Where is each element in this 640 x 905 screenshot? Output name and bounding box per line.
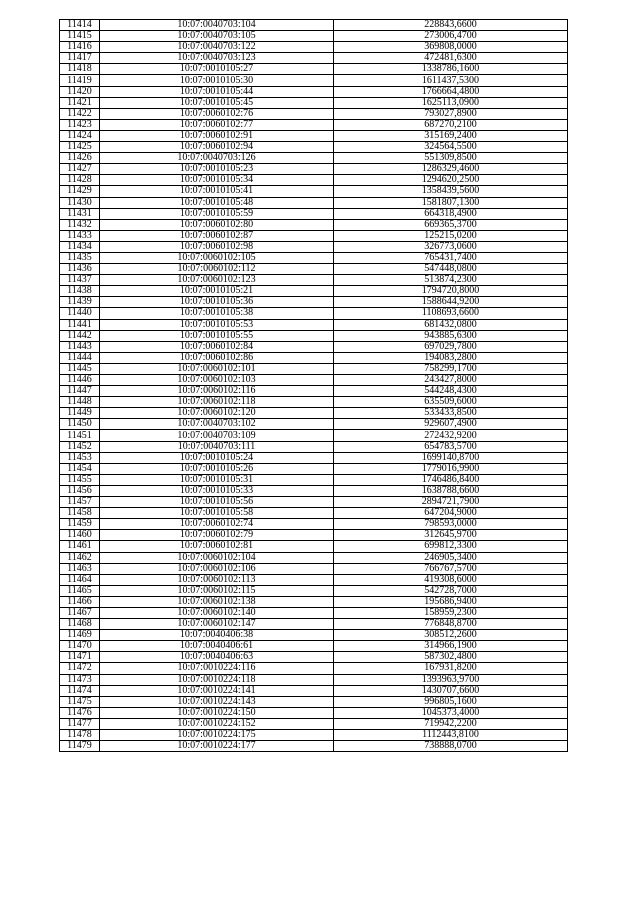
table-row <box>60 563 568 574</box>
row-number-cell: 11419 <box>60 75 100 86</box>
table-row <box>60 352 568 363</box>
row-number-cell: 11476 <box>60 707 100 718</box>
row-number-cell: 11417 <box>60 53 100 64</box>
cadastral-number-cell: 10:07:0010224:116 <box>100 663 334 674</box>
table-row <box>60 197 568 208</box>
cadastral-number-cell: 10:07:0010105:30 <box>100 75 334 86</box>
value-cell: 1581807,1300 <box>334 197 568 208</box>
row-number-cell: 11437 <box>60 275 100 286</box>
table-row <box>60 97 568 108</box>
table-row <box>60 42 568 53</box>
value-cell: 551309,8500 <box>334 153 568 164</box>
cadastral-number-cell: 10:07:0060102:138 <box>100 596 334 607</box>
value-cell: 1393963,9700 <box>334 674 568 685</box>
cadastral-number-cell: 10:07:0010105:55 <box>100 330 334 341</box>
table-row <box>60 497 568 508</box>
table-row <box>60 319 568 330</box>
table-row <box>60 485 568 496</box>
table-row <box>60 397 568 408</box>
cadastral-number-cell: 10:07:0040703:104 <box>100 20 334 31</box>
row-number-cell: 11473 <box>60 674 100 685</box>
cadastral-number-cell: 10:07:0010224:141 <box>100 685 334 696</box>
row-number-cell: 11456 <box>60 485 100 496</box>
value-cell: 272432,9200 <box>334 430 568 441</box>
cadastral-number-cell: 10:07:0010224:150 <box>100 707 334 718</box>
row-number-cell: 11418 <box>60 64 100 75</box>
value-cell: 1766664,4800 <box>334 86 568 97</box>
table-row <box>60 707 568 718</box>
value-cell: 315169,2400 <box>334 130 568 141</box>
row-number-cell: 11468 <box>60 619 100 630</box>
table-row <box>60 674 568 685</box>
table-row <box>60 286 568 297</box>
row-number-cell: 11424 <box>60 130 100 141</box>
value-cell: 1779016,9900 <box>334 463 568 474</box>
cadastral-number-cell: 10:07:0010105:21 <box>100 286 334 297</box>
table-row <box>60 619 568 630</box>
cadastral-number-cell: 10:07:0010224:152 <box>100 718 334 729</box>
cadastral-number-cell: 10:07:0040406:63 <box>100 652 334 663</box>
value-cell: 943885,6300 <box>334 330 568 341</box>
row-number-cell: 11435 <box>60 252 100 263</box>
row-number-cell: 11425 <box>60 142 100 153</box>
row-number-cell: 11432 <box>60 219 100 230</box>
table-body <box>60 20 568 752</box>
value-cell: 246905,3400 <box>334 552 568 563</box>
cadastral-number-cell: 10:07:0060102:80 <box>100 219 334 230</box>
value-cell: 324564,5500 <box>334 142 568 153</box>
table-row <box>60 363 568 374</box>
row-number-cell: 11420 <box>60 86 100 97</box>
row-number-cell: 11421 <box>60 97 100 108</box>
row-number-cell: 11445 <box>60 363 100 374</box>
value-cell: 167931,8200 <box>334 663 568 674</box>
cadastral-number-cell: 10:07:0040406:38 <box>100 630 334 641</box>
row-number-cell: 11460 <box>60 530 100 541</box>
cadastral-number-cell: 10:07:0010105:45 <box>100 97 334 108</box>
cadastral-number-cell: 10:07:0010105:26 <box>100 463 334 474</box>
table-row <box>60 530 568 541</box>
cadastral-number-cell: 10:07:0010105:53 <box>100 319 334 330</box>
cadastral-number-cell: 10:07:0010105:36 <box>100 297 334 308</box>
row-number-cell: 11466 <box>60 596 100 607</box>
cadastral-number-cell: 10:07:0040703:109 <box>100 430 334 441</box>
value-cell: 1699140,8700 <box>334 452 568 463</box>
table-row <box>60 641 568 652</box>
row-number-cell: 11465 <box>60 585 100 596</box>
row-number-cell: 11463 <box>60 563 100 574</box>
table-row <box>60 153 568 164</box>
table-row <box>60 241 568 252</box>
value-cell: 765431,7400 <box>334 252 568 263</box>
table-row <box>60 264 568 275</box>
cadastral-number-cell: 10:07:0040703:111 <box>100 441 334 452</box>
table-row <box>60 252 568 263</box>
row-number-cell: 11434 <box>60 241 100 252</box>
value-cell: 738888,0700 <box>334 741 568 752</box>
value-cell: 793027,8900 <box>334 108 568 119</box>
value-cell: 664318,4900 <box>334 208 568 219</box>
table-row <box>60 330 568 341</box>
table-row <box>60 441 568 452</box>
value-cell: 758299,1700 <box>334 363 568 374</box>
value-cell: 326773,0600 <box>334 241 568 252</box>
table-row <box>60 519 568 530</box>
value-cell: 647204,9000 <box>334 508 568 519</box>
cadastral-number-cell: 10:07:0060102:115 <box>100 585 334 596</box>
table-row <box>60 652 568 663</box>
row-number-cell: 11469 <box>60 630 100 641</box>
cadastral-number-cell: 10:07:0060102:101 <box>100 363 334 374</box>
row-number-cell: 11464 <box>60 574 100 585</box>
cadastral-number-cell: 10:07:0060102:98 <box>100 241 334 252</box>
row-number-cell: 11442 <box>60 330 100 341</box>
table-row <box>60 142 568 153</box>
table-row <box>60 31 568 42</box>
table-row <box>60 297 568 308</box>
cadastral-number-cell: 10:07:0060102:94 <box>100 142 334 153</box>
row-number-cell: 11422 <box>60 108 100 119</box>
table-row <box>60 75 568 86</box>
cadastral-number-cell: 10:07:0060102:74 <box>100 519 334 530</box>
table-row <box>60 186 568 197</box>
row-number-cell: 11475 <box>60 696 100 707</box>
row-number-cell: 11479 <box>60 741 100 752</box>
table-row <box>60 419 568 430</box>
value-cell: 1358439,5600 <box>334 186 568 197</box>
cadastral-number-cell: 10:07:0040703:126 <box>100 153 334 164</box>
row-number-cell: 11443 <box>60 341 100 352</box>
value-cell: 542728,7000 <box>334 585 568 596</box>
value-cell: 687270,2100 <box>334 119 568 130</box>
row-number-cell: 11450 <box>60 419 100 430</box>
cadastral-number-cell: 10:07:0060102:104 <box>100 552 334 563</box>
table-row <box>60 663 568 674</box>
value-cell: 929607,4900 <box>334 419 568 430</box>
row-number-cell: 11459 <box>60 519 100 530</box>
table-row <box>60 164 568 175</box>
value-cell: 1112443,8100 <box>334 730 568 741</box>
row-number-cell: 11438 <box>60 286 100 297</box>
row-number-cell: 11440 <box>60 308 100 319</box>
table-row <box>60 86 568 97</box>
value-cell: 798593,0000 <box>334 519 568 530</box>
row-number-cell: 11429 <box>60 186 100 197</box>
value-cell: 195686,9400 <box>334 596 568 607</box>
value-cell: 776848,8700 <box>334 619 568 630</box>
cadastral-number-cell: 10:07:0060102:123 <box>100 275 334 286</box>
row-number-cell: 11453 <box>60 452 100 463</box>
cadastral-number-cell: 10:07:0010224:175 <box>100 730 334 741</box>
row-number-cell: 11477 <box>60 718 100 729</box>
value-cell: 1430707,6600 <box>334 685 568 696</box>
row-number-cell: 11446 <box>60 375 100 386</box>
cadastral-number-cell: 10:07:0060102:118 <box>100 397 334 408</box>
cadastral-number-cell: 10:07:0060102:77 <box>100 119 334 130</box>
cadastral-number-cell: 10:07:0060102:140 <box>100 607 334 618</box>
value-cell: 1108693,6600 <box>334 308 568 319</box>
table-row <box>60 452 568 463</box>
table-row <box>60 386 568 397</box>
row-number-cell: 11449 <box>60 408 100 419</box>
row-number-cell: 11431 <box>60 208 100 219</box>
table-row <box>60 108 568 119</box>
cadastral-number-cell: 10:07:0060102:105 <box>100 252 334 263</box>
table-row <box>60 64 568 75</box>
cadastral-number-cell: 10:07:0010105:24 <box>100 452 334 463</box>
cadastral-number-cell: 10:07:0060102:147 <box>100 619 334 630</box>
cadastral-number-cell: 10:07:0010224:143 <box>100 696 334 707</box>
cadastral-number-cell: 10:07:0040703:123 <box>100 53 334 64</box>
row-number-cell: 11470 <box>60 641 100 652</box>
cadastral-number-cell: 10:07:0010105:44 <box>100 86 334 97</box>
cadastral-number-cell: 10:07:0060102:84 <box>100 341 334 352</box>
row-number-cell: 11474 <box>60 685 100 696</box>
row-number-cell: 11433 <box>60 230 100 241</box>
value-cell: 635509,6000 <box>334 397 568 408</box>
row-number-cell: 11447 <box>60 386 100 397</box>
value-cell: 996805,1600 <box>334 696 568 707</box>
value-cell: 243427,8000 <box>334 375 568 386</box>
value-cell: 1794720,8000 <box>334 286 568 297</box>
row-number-cell: 11415 <box>60 31 100 42</box>
table-row <box>60 208 568 219</box>
table-row <box>60 341 568 352</box>
value-cell: 1746486,8400 <box>334 474 568 485</box>
table-row <box>60 474 568 485</box>
table-row <box>60 585 568 596</box>
row-number-cell: 11478 <box>60 730 100 741</box>
row-number-cell: 11444 <box>60 352 100 363</box>
value-cell: 654783,5700 <box>334 441 568 452</box>
cadastral-number-cell: 10:07:0010224:177 <box>100 741 334 752</box>
row-number-cell: 11430 <box>60 197 100 208</box>
cadastral-number-cell: 10:07:0010105:59 <box>100 208 334 219</box>
value-cell: 194083,2800 <box>334 352 568 363</box>
table-row <box>60 219 568 230</box>
row-number-cell: 11436 <box>60 264 100 275</box>
value-cell: 312645,9700 <box>334 530 568 541</box>
value-cell: 2894721,7900 <box>334 497 568 508</box>
value-cell: 273006,4700 <box>334 31 568 42</box>
value-cell: 699812,3300 <box>334 541 568 552</box>
cadastral-number-cell: 10:07:0010105:48 <box>100 197 334 208</box>
row-number-cell: 11423 <box>60 119 100 130</box>
cadastral-number-cell: 10:07:0060102:116 <box>100 386 334 397</box>
value-cell: 697029,7800 <box>334 341 568 352</box>
cadastral-number-cell: 10:07:0060102:106 <box>100 563 334 574</box>
table-row <box>60 508 568 519</box>
cadastral-number-cell: 10:07:0040703:122 <box>100 42 334 53</box>
table-row <box>60 375 568 386</box>
cadastral-number-cell: 10:07:0060102:81 <box>100 541 334 552</box>
row-number-cell: 11452 <box>60 441 100 452</box>
value-cell: 1294620,2500 <box>334 175 568 186</box>
row-number-cell: 11455 <box>60 474 100 485</box>
cadastral-number-cell: 10:07:0010105:31 <box>100 474 334 485</box>
table-row <box>60 718 568 729</box>
value-cell: 1638788,6600 <box>334 485 568 496</box>
row-number-cell: 11428 <box>60 175 100 186</box>
cadastral-value-table <box>59 19 568 752</box>
cadastral-number-cell: 10:07:0010105:33 <box>100 485 334 496</box>
cadastral-number-cell: 10:07:0060102:87 <box>100 230 334 241</box>
row-number-cell: 11472 <box>60 663 100 674</box>
table-row <box>60 574 568 585</box>
cadastral-number-cell: 10:07:0040703:102 <box>100 419 334 430</box>
table-row <box>60 607 568 618</box>
cadastral-number-cell: 10:07:0010105:56 <box>100 497 334 508</box>
value-cell: 419308,6000 <box>334 574 568 585</box>
table-row <box>60 685 568 696</box>
table-row <box>60 463 568 474</box>
row-number-cell: 11467 <box>60 607 100 618</box>
value-cell: 544248,4300 <box>334 386 568 397</box>
row-number-cell: 11426 <box>60 153 100 164</box>
table-row <box>60 630 568 641</box>
cadastral-number-cell: 10:07:0010105:27 <box>100 64 334 75</box>
value-cell: 1611437,5300 <box>334 75 568 86</box>
table-row <box>60 730 568 741</box>
row-number-cell: 11414 <box>60 20 100 31</box>
table-row <box>60 741 568 752</box>
table-row <box>60 230 568 241</box>
row-number-cell: 11458 <box>60 508 100 519</box>
table-row <box>60 596 568 607</box>
value-cell: 587302,4800 <box>334 652 568 663</box>
cadastral-number-cell: 10:07:0010105:38 <box>100 308 334 319</box>
cadastral-number-cell: 10:07:0060102:91 <box>100 130 334 141</box>
cadastral-number-cell: 10:07:0060102:103 <box>100 375 334 386</box>
table-row <box>60 175 568 186</box>
value-cell: 1286329,4600 <box>334 164 568 175</box>
row-number-cell: 11441 <box>60 319 100 330</box>
value-cell: 681432,0800 <box>334 319 568 330</box>
cadastral-number-cell: 10:07:0060102:79 <box>100 530 334 541</box>
value-cell: 158959,2300 <box>334 607 568 618</box>
table-row <box>60 20 568 31</box>
row-number-cell: 11471 <box>60 652 100 663</box>
value-cell: 1045373,4000 <box>334 707 568 718</box>
cadastral-number-cell: 10:07:0060102:86 <box>100 352 334 363</box>
cadastral-number-cell: 10:07:0060102:120 <box>100 408 334 419</box>
row-number-cell: 11461 <box>60 541 100 552</box>
table-row <box>60 541 568 552</box>
value-cell: 369808,0000 <box>334 42 568 53</box>
cadastral-number-cell: 10:07:0010105:41 <box>100 186 334 197</box>
value-cell: 1588644,9200 <box>334 297 568 308</box>
table-row <box>60 308 568 319</box>
table-row <box>60 408 568 419</box>
row-number-cell: 11427 <box>60 164 100 175</box>
row-number-cell: 11454 <box>60 463 100 474</box>
value-cell: 533433,8500 <box>334 408 568 419</box>
value-cell: 766767,5700 <box>334 563 568 574</box>
value-cell: 308512,2600 <box>334 630 568 641</box>
cadastral-number-cell: 10:07:0060102:112 <box>100 264 334 275</box>
value-cell: 314966,1900 <box>334 641 568 652</box>
row-number-cell: 11451 <box>60 430 100 441</box>
value-cell: 669365,3700 <box>334 219 568 230</box>
row-number-cell: 11448 <box>60 397 100 408</box>
row-number-cell: 11457 <box>60 497 100 508</box>
table-row <box>60 552 568 563</box>
table-row <box>60 53 568 64</box>
row-number-cell: 11462 <box>60 552 100 563</box>
table-row <box>60 130 568 141</box>
cadastral-number-cell: 10:07:0060102:113 <box>100 574 334 585</box>
value-cell: 1625113,0900 <box>334 97 568 108</box>
cadastral-number-cell: 10:07:0010105:23 <box>100 164 334 175</box>
cadastral-number-cell: 10:07:0040703:105 <box>100 31 334 42</box>
cadastral-number-cell: 10:07:0010105:34 <box>100 175 334 186</box>
cadastral-number-cell: 10:07:0040406:61 <box>100 641 334 652</box>
table-row <box>60 430 568 441</box>
table-row <box>60 275 568 286</box>
row-number-cell: 11439 <box>60 297 100 308</box>
row-number-cell: 11416 <box>60 42 100 53</box>
table-row <box>60 696 568 707</box>
value-cell: 472481,6300 <box>334 53 568 64</box>
value-cell: 547448,0800 <box>334 264 568 275</box>
cadastral-number-cell: 10:07:0010224:118 <box>100 674 334 685</box>
cadastral-number-cell: 10:07:0060102:76 <box>100 108 334 119</box>
value-cell: 1338786,1600 <box>334 64 568 75</box>
value-cell: 125215,0200 <box>334 230 568 241</box>
table-row <box>60 119 568 130</box>
value-cell: 228843,6600 <box>334 20 568 31</box>
value-cell: 719942,2200 <box>334 718 568 729</box>
cadastral-number-cell: 10:07:0010105:58 <box>100 508 334 519</box>
value-cell: 513874,2300 <box>334 275 568 286</box>
